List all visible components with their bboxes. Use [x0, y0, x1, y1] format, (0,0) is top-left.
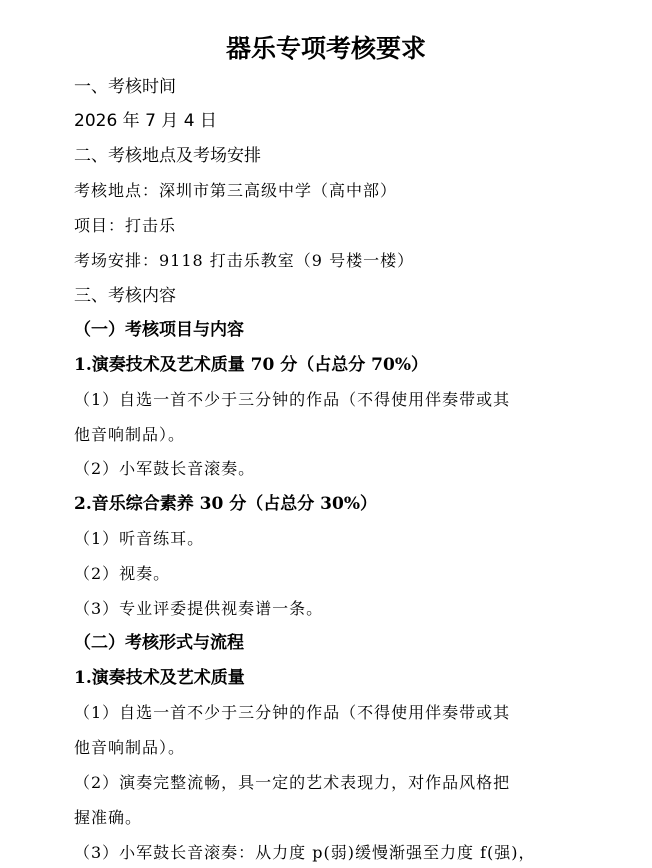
music-literacy-item-3: （3）专业评委提供视奏谱一条。 — [74, 599, 324, 618]
format-requirement-1-line-2: 他音响制品）。 — [74, 738, 186, 757]
exam-project: 项目：打击乐 — [74, 216, 177, 235]
format-requirement-1-line-1: （1）自选一首不少于三分钟的作品（不得使用伴奏带或其 — [74, 703, 511, 722]
subsection-heading-items: （一）考核项目与内容 — [74, 320, 244, 340]
performance-requirement-2: （2）小军鼓长音滚奏。 — [74, 459, 256, 478]
section-heading-exam-time: 一、考核时间 — [74, 77, 176, 97]
performance-requirement-1-line-2: 他音响制品）。 — [74, 425, 186, 444]
document-title: 器乐专项考核要求 — [225, 34, 426, 63]
format-heading-performance: 1.演奏技术及艺术质量 — [74, 668, 245, 688]
format-requirement-2-line-1: （2）演奏完整流畅，具一定的艺术表现力，对作品风格把 — [74, 773, 511, 792]
item-heading-music-literacy: 2.音乐综合素养 30 分（占总分 30%） — [74, 494, 377, 514]
subsection-heading-format: （二）考核形式与流程 — [74, 633, 244, 653]
item-heading-performance: 1.演奏技术及艺术质量 70 分（占总分 70%） — [74, 355, 428, 375]
performance-requirement-1-line-1: （1）自选一首不少于三分钟的作品（不得使用伴奏带或其 — [74, 390, 511, 409]
music-literacy-item-1: （1）听音练耳。 — [74, 529, 205, 548]
music-literacy-item-2: （2）视奏。 — [74, 564, 171, 583]
format-requirement-3: （3）小军鼓长音滚奏：从力度 p(弱)缓慢渐强至力度 f(强)， — [74, 843, 536, 862]
section-heading-content: 三、考核内容 — [74, 286, 176, 306]
exam-location: 考核地点：深圳市第三高级中学（高中部） — [74, 181, 398, 200]
exam-date: 2026 年 7 月 4 日 — [74, 111, 217, 131]
format-requirement-2-line-2: 握准确。 — [74, 808, 143, 827]
exam-room-arrangement: 考场安排：9118 打击乐教室（9 号楼一楼） — [74, 251, 415, 270]
section-heading-location: 二、考核地点及考场安排 — [74, 146, 261, 166]
